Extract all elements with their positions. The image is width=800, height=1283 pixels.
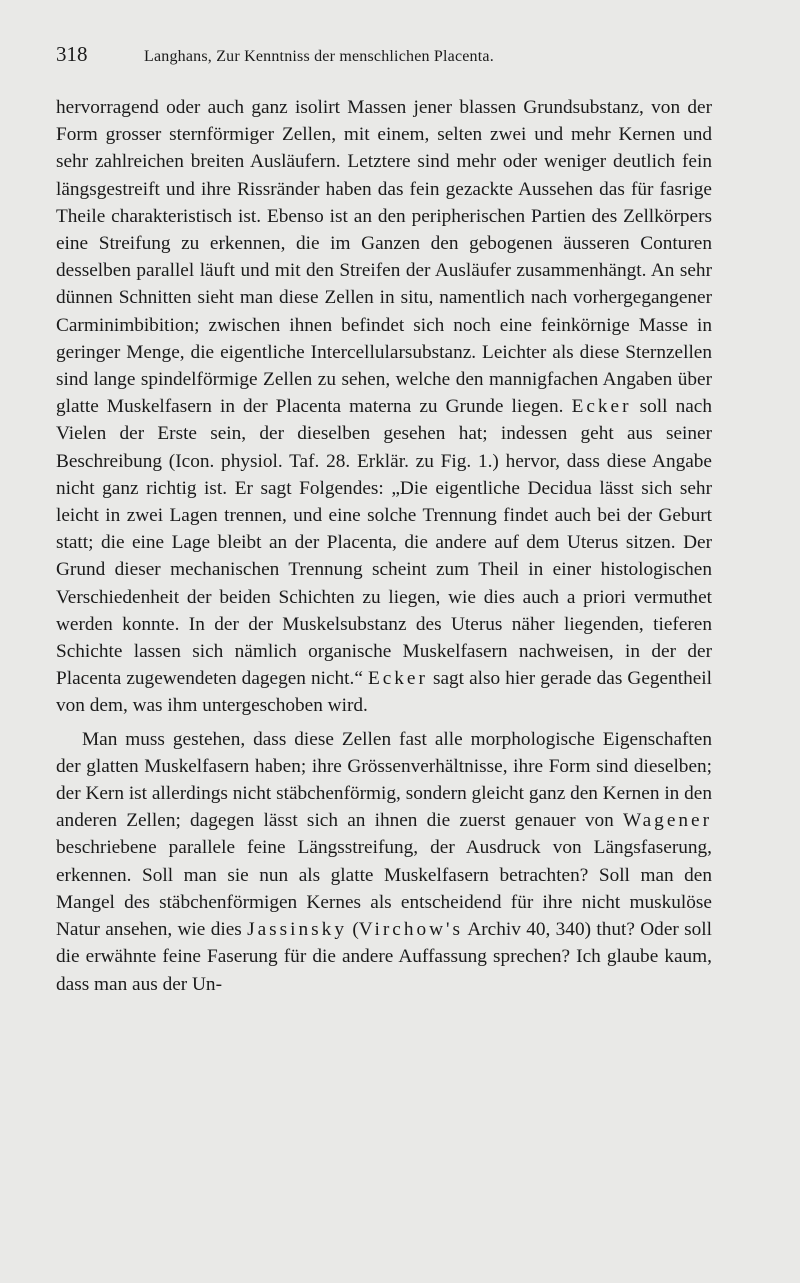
text-run: Archiv 40, 340) thut? Oder soll die erwähnte feine Faserung für die andere Auffassung sprechen? Ich glaube kaum, dass man aus der Un-: [56, 919, 712, 995]
author-name-jassinsky: Jassinsky: [247, 919, 347, 941]
running-head: [56, 42, 712, 76]
paragraph-1: [56, 94, 712, 720]
text-run: beschriebene parallele feine Längsstreifung, der Ausdruck von Längsfaserung, erkennen. Soll man sie nun als glatte Muskelfasern betrachten? Soll man den Mangel des stäbchenförmigen Kernes als entscheidend für ihre nicht muskulöse Natur ansehen, wie dies: [56, 837, 712, 941]
paragraph-2: [56, 726, 712, 998]
text-run: hervorragend oder auch ganz isolirt Massen jener blassen Grundsubstanz, von der Form grosser sternförmiger Zellen, mit einem, selten zwei und mehr Kernen und sehr zahlreichen breiten Ausläufern. Letztere sind mehr oder weniger deutlich fein längsgestreift und ihre Rissränder haben das fein gezackte Aussehen das für fasrige Theile charakteristisch ist. Ebenso ist an den peripherischen Partien des Zellkörpers eine Streifung zu erkennen, die im Ganzen den gebogenen äusseren Conturen desselben parallel läuft und mit den Streifen der Ausläufer zusammenhängt. An sehr dünnen Schnitten sieht man diese Zellen in situ, namentlich nach vorhergegangener Carminimbibition; zwischen ihnen befindet sich noch eine feinkörnige Masse in geringer Menge, die eigentliche Intercellularsubstanz. Leichter als diese Sternzellen sind lange spindelförmige Zellen zu sehen, welche den mannigfachen Angaben über glatte Muskelfasern in der Placenta materna zu Grunde liegen.: [56, 97, 712, 418]
text-run: Man muss gestehen, dass diese Zellen fast alle morphologische Eigenschaften der glatten Muskelfasern haben; ihre Grössenverhältnisse, ihre Form sind dieselben; der Kern ist allerdings nicht stäbchenförmig, sondern gleicht ganz den Kernen in den anderen Zellen; dagegen lässt sich an ihnen die zuerst genauer von: [56, 728, 712, 832]
author-name-ecker: Ecker: [571, 396, 632, 418]
text-run: soll nach Vielen der Erste sein, der dieselben gesehen hat; indessen geht aus seiner Beschreibung (Icon. physiol. Taf. 28. Erklär. zu Fig. 1.) hervor, dass diese Angabe nicht ganz richtig ist. Er sagt Folgendes: „Die eigentliche Decidua lässt sich sehr leicht in zwei Lagen trennen, und eine solche Trennung findet auch bei der Geburt statt; die eine Lage bleibt an der Placenta, die andere auf dem Uterus sitzen. Der Grund dieser mechanischen Trennung scheint zum Theil in einer histologischen Verschiedenheit der beiden Schichten zu liegen, wie dies auch a priori vermuthet werden konnte. In der der Muskelsubstanz des Uterus näher liegenden, tieferen Schichte lassen sich nämlich organische Muskelfasern nachweisen, in der der Placenta zugewendeten dagegen nicht.“: [56, 396, 712, 690]
body-text: [56, 94, 712, 998]
author-name-ecker: Ecker: [367, 668, 428, 690]
text-run: sagt also hier gerade das Gegentheil von dem, was ihm untergeschoben wird.: [56, 668, 712, 717]
author-name-virchow: Virchow's: [358, 919, 464, 941]
page-number: 318: [56, 42, 88, 66]
text-run: (: [346, 919, 359, 941]
author-name-wagener: Wagener: [622, 810, 712, 832]
running-title: Langhans, Zur Kenntniss der menschlichen Placenta.: [144, 48, 494, 65]
